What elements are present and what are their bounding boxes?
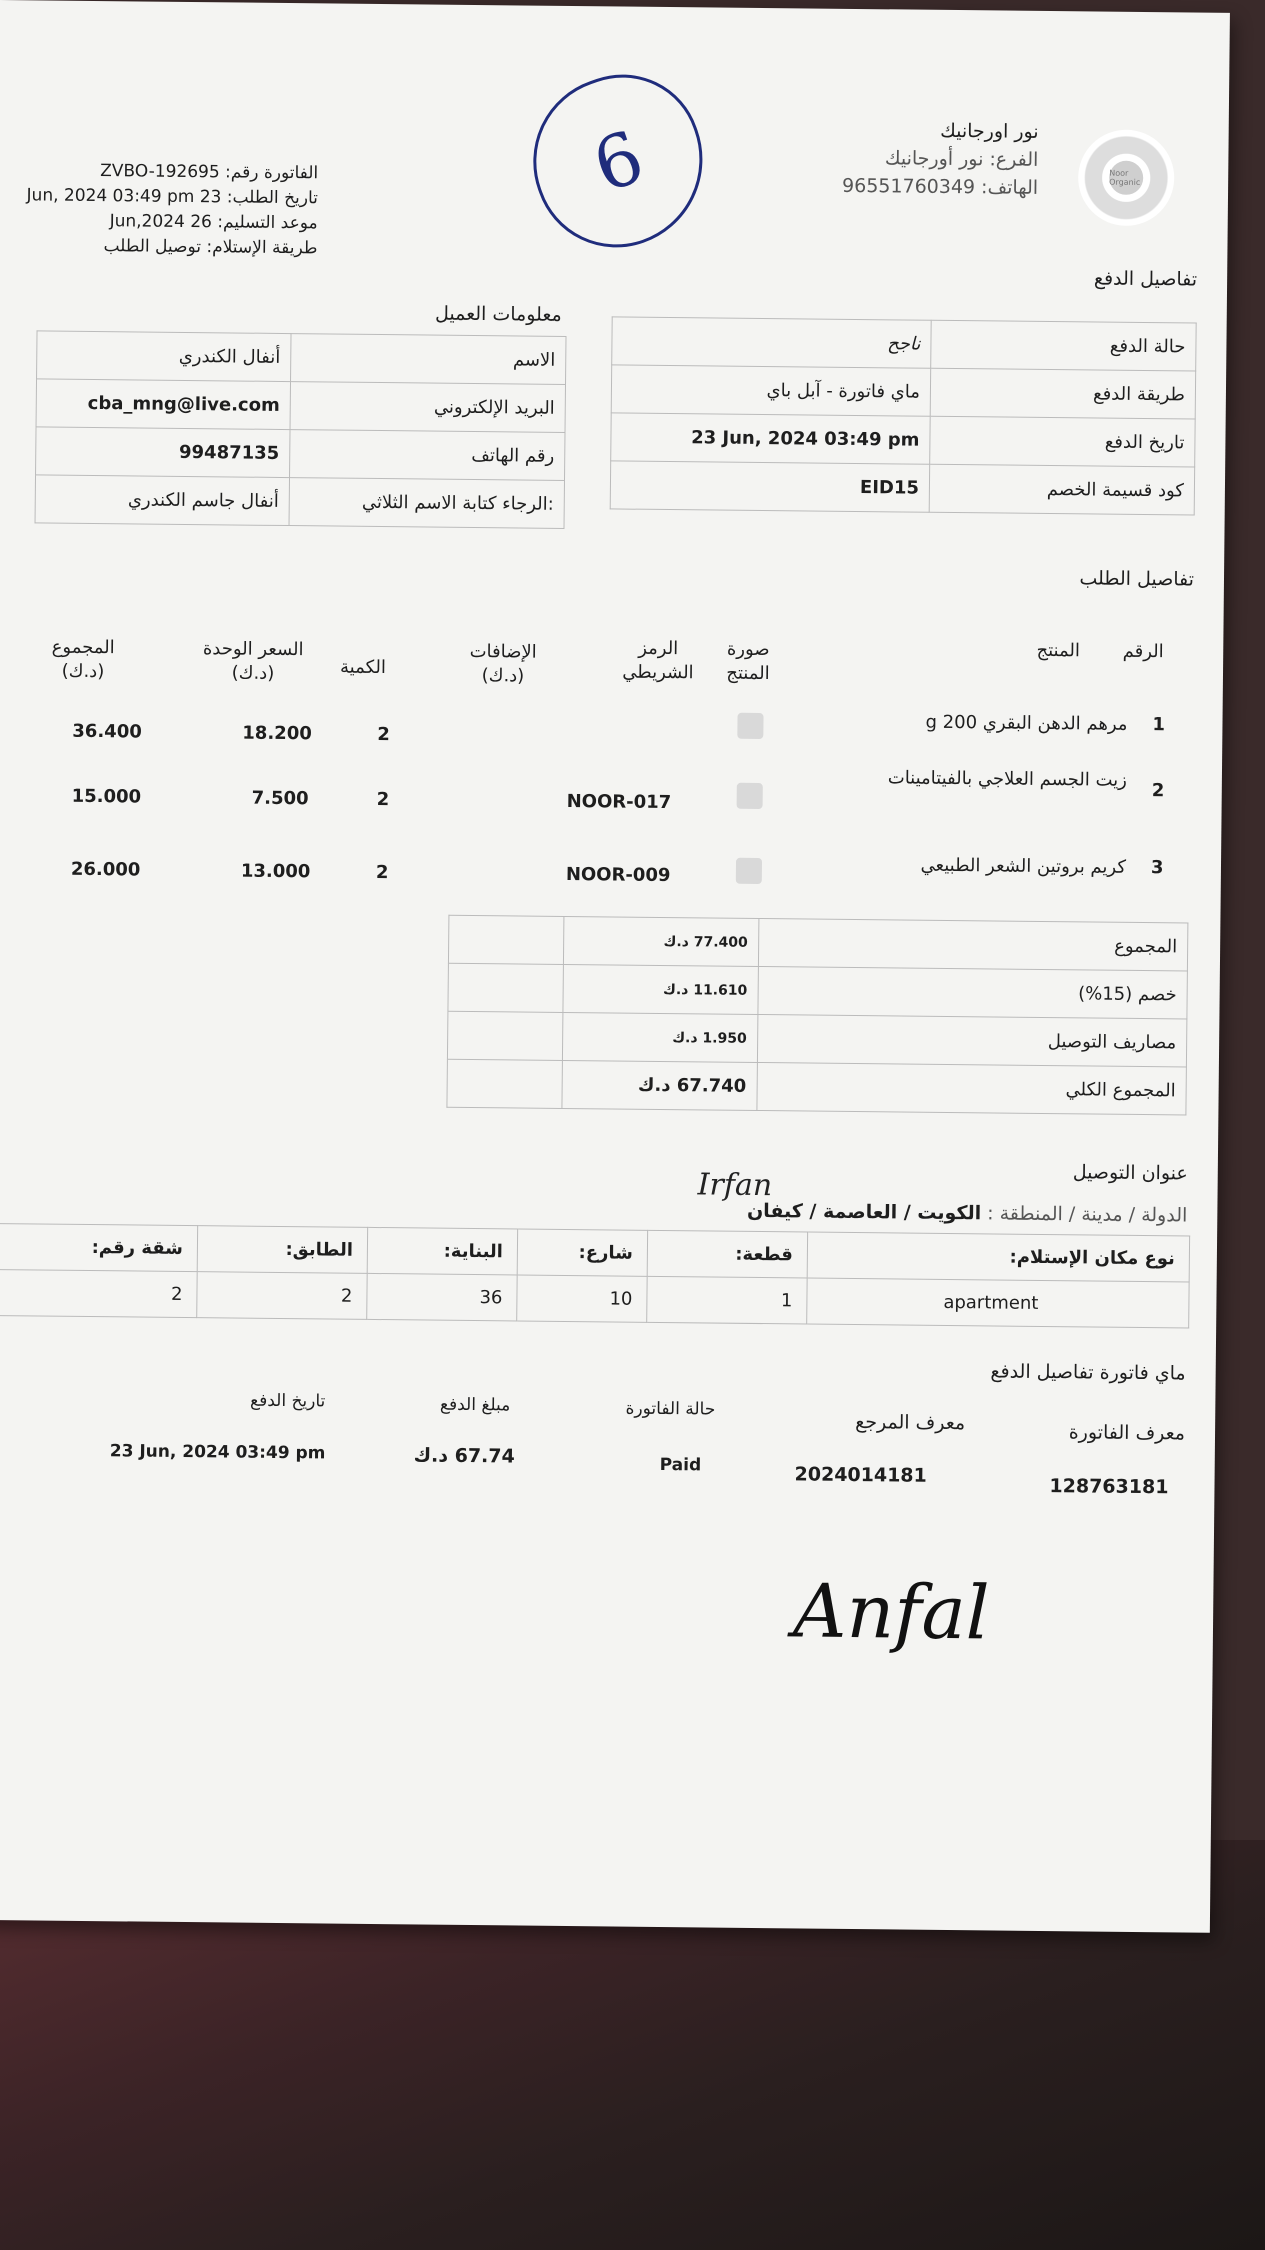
product-thumbnail (737, 783, 763, 809)
place-type-value: apartment (807, 1278, 1189, 1328)
invoice-number: الفاتورة رقم: ZVBO-192695 (100, 161, 319, 184)
table-row (448, 963, 1187, 1019)
grand-total-value: 67.740 د.ك (562, 1060, 757, 1110)
subtotal-value: 77.400 د.ك (563, 916, 758, 966)
mf-reference-value: 2024014181 (794, 1463, 927, 1487)
col-image: صورة المنتج (726, 638, 770, 685)
table-row (611, 365, 1195, 419)
customer-info-table (35, 330, 567, 529)
discount-label: خصم (15%) (758, 966, 1188, 1018)
col-addons: الإضافات (د.ك) (469, 640, 537, 687)
mf-date-header: تاريخ الدفع (250, 1390, 326, 1412)
building-value: 36 (367, 1273, 517, 1321)
item-total: 15.000 (71, 785, 142, 808)
item-unit-price: 7.500 (251, 787, 309, 810)
table-row (448, 915, 1187, 971)
coupon-code-value: EID15 (610, 461, 929, 512)
item-unit-price: 13.000 (240, 860, 311, 883)
building-header: البناية: (367, 1227, 517, 1275)
mf-invoice-id-header: معرف الفاتورة (1068, 1421, 1186, 1445)
customer-name-label: الاسم (291, 334, 566, 385)
customer-email-value: cba_mng@live.com (36, 379, 290, 430)
table-row (612, 317, 1196, 371)
col-qty: الكمية (339, 656, 387, 679)
item-qty: 2 (375, 861, 389, 884)
item-qty: 2 (376, 788, 390, 811)
block-value: 1 (647, 1276, 807, 1324)
summary-table (446, 915, 1188, 1116)
store-branch: الفرع: نور أورجانيك (884, 147, 1039, 171)
item-product: كريم بروتين الشعر الطبيعي (920, 854, 1127, 878)
payment-status-value: ناجح (612, 317, 931, 368)
item-num: 1 (1152, 714, 1166, 736)
item-total: 26.000 (70, 858, 141, 881)
store-name: نور اورجانيك (940, 119, 1039, 143)
payment-date-value: 23 Jun, 2024 03:49 pm (611, 413, 930, 464)
item-barcode: NOOR-009 (565, 863, 671, 887)
handwritten-number: 6 (582, 114, 654, 209)
customer-signature: Anfal (792, 1568, 990, 1657)
delivery-fee-label: مصاريف التوصيل (757, 1014, 1187, 1066)
customer-phone-label: رقم الهاتف (290, 430, 565, 481)
table-row (36, 379, 565, 433)
payment-details-table (610, 316, 1197, 515)
region-label: الدولة / مدينة / المنطقة : (987, 1202, 1188, 1227)
col-product: المنتج (1036, 639, 1081, 662)
delivery-method: طريقة الإستلام: توصيل الطلب (103, 236, 318, 259)
item-barcode: NOOR-017 (566, 790, 672, 814)
table-row (447, 1059, 1186, 1115)
mf-status-value: Paid (659, 1454, 702, 1476)
subtotal-label: المجموع (758, 918, 1188, 970)
delivery-fee-value: 1.950 د.ك (562, 1012, 757, 1062)
table-row (37, 331, 566, 385)
item-qty: 2 (377, 723, 390, 746)
mf-amount-value: 67.74 د.ك (413, 1444, 515, 1468)
payment-details-title: تفاصيل الدفع (1093, 267, 1198, 291)
col-barcode: الرمز الشريطي (622, 637, 694, 684)
col-total: المجموع (د.ك) (51, 636, 115, 683)
order-date: تاريخ الطلب: 23 Jun, 2024 03:49 pm (26, 185, 319, 209)
item-total: 36.400 (72, 720, 142, 743)
summary-spacer (447, 1011, 562, 1060)
street-header: شارع: (517, 1229, 647, 1276)
handwritten-circled-number (510, 53, 727, 270)
product-thumbnail (736, 858, 762, 884)
grand-total-label: المجموع الكلي (757, 1062, 1187, 1114)
delivery-date: موعد التسليم: 26 Jun,2024 (109, 211, 318, 234)
customer-fullname-label: :الرجاء كتابة الاسم الثلاثي (289, 478, 564, 529)
table-row (447, 1011, 1186, 1067)
table-row (35, 475, 564, 529)
col-num: الرقم (1122, 640, 1164, 663)
item-product: زيت الجسم العلاجي بالفيتامينات (887, 767, 1128, 791)
delivery-address-table (0, 1223, 1190, 1329)
block-header: قطعة: (647, 1230, 807, 1278)
payment-date-label: تاريخ الدفع (930, 416, 1195, 467)
mf-invoice-id-value: 128763181 (1049, 1475, 1169, 1499)
customer-fullname-value: أنفال جاسم الكندري (35, 475, 289, 526)
summary-spacer (447, 1059, 562, 1108)
item-product: مرهم الدهن البقري 200 g (925, 711, 1128, 735)
myfatoorah-title: ماي فاتورة تفاصيل الدفع (990, 1360, 1186, 1385)
apartment-header: شقة رقم: (0, 1223, 198, 1271)
apartment-value: 2 (0, 1269, 197, 1317)
customer-info-title: معلومات العميل (434, 302, 562, 326)
table-row (611, 413, 1195, 467)
customer-name-value: أنفال الكندري (37, 331, 291, 382)
floor-value: 2 (197, 1272, 367, 1320)
store-phone: الهاتف: 96551760349 (841, 174, 1039, 199)
store-logo-caption: Noor Organic (1109, 161, 1143, 195)
place-type-header: نوع مكان الإستلام: (807, 1232, 1189, 1282)
customer-email-label: البريد الإلكتروني (290, 382, 565, 433)
payment-status-label: حالة الدفع (931, 320, 1196, 371)
summary-spacer (448, 963, 563, 1012)
discount-value: 11.610 د.ك (563, 964, 758, 1014)
product-thumbnail (737, 713, 763, 739)
customer-phone-value: 99487135 (36, 427, 290, 478)
street-value: 10 (517, 1275, 647, 1322)
mf-amount-header: مبلغ الدفع (439, 1394, 511, 1416)
mf-date-value: 23 Jun, 2024 03:49 pm (109, 1441, 326, 1464)
payment-method-value: ماي فاتورة - آبل باي (611, 365, 930, 416)
item-num: 2 (1151, 780, 1165, 802)
table-row (610, 461, 1194, 515)
region-value: الكويت / العاصمة / كيفان (746, 1199, 982, 1225)
floor-header: الطابق: (197, 1226, 367, 1274)
mf-reference-header: معرف المرجع (855, 1411, 966, 1435)
store-logo (1078, 129, 1175, 226)
payment-method-label: طريقة الدفع (930, 368, 1195, 419)
item-unit-price: 18.200 (242, 722, 312, 745)
coupon-code-label: كود قسيمة الخصم (929, 464, 1194, 515)
order-details-title: تفاصيل الطلب (1079, 567, 1195, 591)
handwritten-note: Irfan (697, 1167, 773, 1204)
table-row (36, 427, 565, 481)
delivery-address-title: عنوان التوصيل (1072, 1161, 1188, 1185)
summary-spacer (448, 915, 563, 964)
item-num: 3 (1150, 857, 1164, 879)
mf-status-header: حالة الفاتورة (625, 1398, 716, 1420)
col-unit-price: السعر الوحدة (د.ك) (202, 638, 304, 685)
